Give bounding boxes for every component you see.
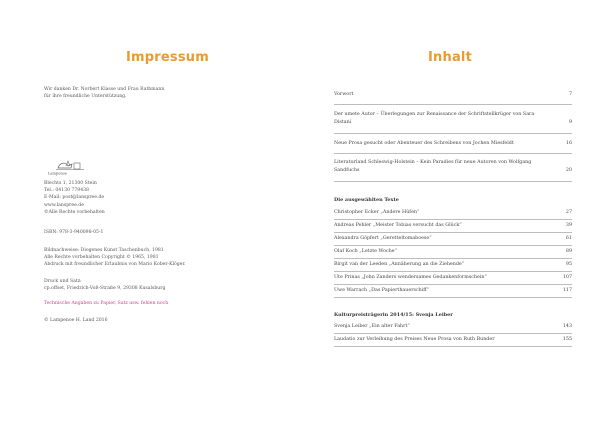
divider [334, 133, 572, 134]
toc-entry [334, 209, 572, 217]
toc-entry-text: Der umete Autor – Überlegungen zur Renaissance der Schriftstellkrüger von Sara Distaní [334, 112, 535, 125]
toc-entry-text: Birgit van der Leeden „Annäherung an die Ziehende“ [334, 262, 465, 267]
divider [334, 284, 572, 285]
divider [334, 153, 572, 154]
address-block [44, 180, 264, 216]
address-line: ©Alle Rechte vorbehalten [44, 209, 105, 215]
publisher-logo-label: Lampenoe [48, 171, 67, 176]
toc-entry-text: Ute Prinas „John Zanders wendersames Gedankenformschein“ [334, 275, 487, 280]
toc-entry-page: 155 [562, 337, 572, 342]
print-info [44, 278, 264, 292]
thanks-line: Wir danken Dr. Norbert Klasse und Frau Rathmann [44, 87, 165, 92]
divider [334, 271, 572, 272]
toc-entry [334, 248, 572, 256]
divider [334, 346, 572, 347]
address-line: www.lanspree.de [44, 202, 84, 208]
thanks-line: für ihre freundliche Unterstützung. [44, 94, 127, 100]
divider [334, 258, 572, 259]
toc-entry [334, 261, 572, 269]
isbn: ISBN: 978-3-940098-05-1 [44, 230, 104, 235]
divider [334, 181, 572, 182]
divider [334, 219, 572, 220]
toc-entry-text: Alexandra Göpfert „Geretteltomaboese“ [334, 236, 432, 241]
toc-entry-text: Laudatio zur Verleihung des Preises Neue Prosa von Ruth Bunder [334, 337, 495, 342]
toc-entry-page: 27 [565, 210, 572, 215]
toc-entry [334, 235, 572, 243]
toc-entry-text: Svenja Leiber „Ein alter Fahrt“ [334, 324, 410, 329]
address-line: Blechts 1, 21300 Stein [44, 181, 97, 186]
toc-entry-page: 20 [565, 167, 572, 173]
toc-entry-page: 7 [568, 92, 572, 97]
toc-entry-text: Andreas Pehler „Meister Tobias versucht das Glück“ [334, 223, 462, 228]
address-line: Tel.: 04130 779438 [44, 188, 89, 194]
contents-page [300, 0, 600, 423]
print-line: Druck und Satz: [44, 279, 82, 284]
toc-entry-page: 89 [565, 249, 572, 254]
toc-entry [334, 336, 572, 344]
copyright: © Lampenoe H. Land 2016 [44, 318, 108, 323]
toc-entry-page: 117 [562, 288, 572, 293]
thanks-block [44, 86, 264, 100]
divider [334, 232, 572, 233]
toc-entry [334, 159, 572, 174]
toc-entry-text: Uwe Warrach „Das Papierthauerschiff“ [334, 288, 430, 293]
divider [334, 297, 572, 298]
toc-entry [334, 323, 572, 331]
print-line: cp.offset, Friedrich-Voß-Straße 9, 29308 Kusalsburg [44, 286, 166, 292]
toc-entry-page: 61 [565, 236, 572, 241]
contents-title: Inhalt [428, 50, 472, 65]
toc-entry-page: 9 [568, 119, 572, 125]
address-line: E-Mail: post@lanspree.de [44, 195, 105, 201]
toc-entry-text: Olaf Koch „Letzte Woche“ [334, 249, 398, 254]
image-credits [44, 247, 264, 269]
toc-entry-text: Vorwort [334, 92, 354, 97]
divider [334, 333, 572, 334]
toc-entry-text: Christopher Ecker „Andere Hüfen“ [334, 210, 420, 215]
toc-entry-page: 16 [565, 141, 572, 146]
toc-entry-page: 95 [565, 262, 572, 267]
section-heading-prize: Kulturpreisträgerin 2014/15: Svenja Leiber [334, 312, 453, 318]
toc-entry-page: 39 [565, 223, 572, 228]
toc-entry-text: Literaturland Schleswig-Holstein – Kein Paradies für neue Autoren von Wolfgang Sandfuchs [334, 160, 532, 173]
section-heading-texts: Die ausgewählten Texte [334, 197, 399, 203]
toc-entry-text: Neue Prosa gesucht oder Abenteuer des Schreibens von Jochen Miesfeldt [334, 141, 514, 146]
toc-entry-page: 143 [562, 324, 572, 329]
toc-entry [334, 140, 572, 148]
technical-note: Technische Angaben zu Papier, Satz usw. fehlen noch [44, 301, 169, 306]
credit-line: Alle Rechte vorbehalten Copyright © 1965, 1981 [44, 255, 159, 261]
toc-entry [334, 222, 572, 230]
impressum-title: Impressum [126, 50, 209, 65]
toc-entry [334, 91, 572, 99]
divider [334, 245, 572, 246]
publisher-logo-icon [44, 158, 90, 176]
toc-entry [334, 111, 572, 126]
toc-entry [334, 274, 572, 282]
divider [334, 104, 572, 105]
toc-entry [334, 287, 572, 295]
credit-line: Abdruck mit freundlicher Erlaubnis von Mario Kober-Klöger. [44, 262, 186, 268]
credit-line: Bildnachweise: Diogenes Kunst Taschenbuch, 1981 [44, 248, 164, 253]
toc-entry-page: 107 [562, 275, 572, 280]
